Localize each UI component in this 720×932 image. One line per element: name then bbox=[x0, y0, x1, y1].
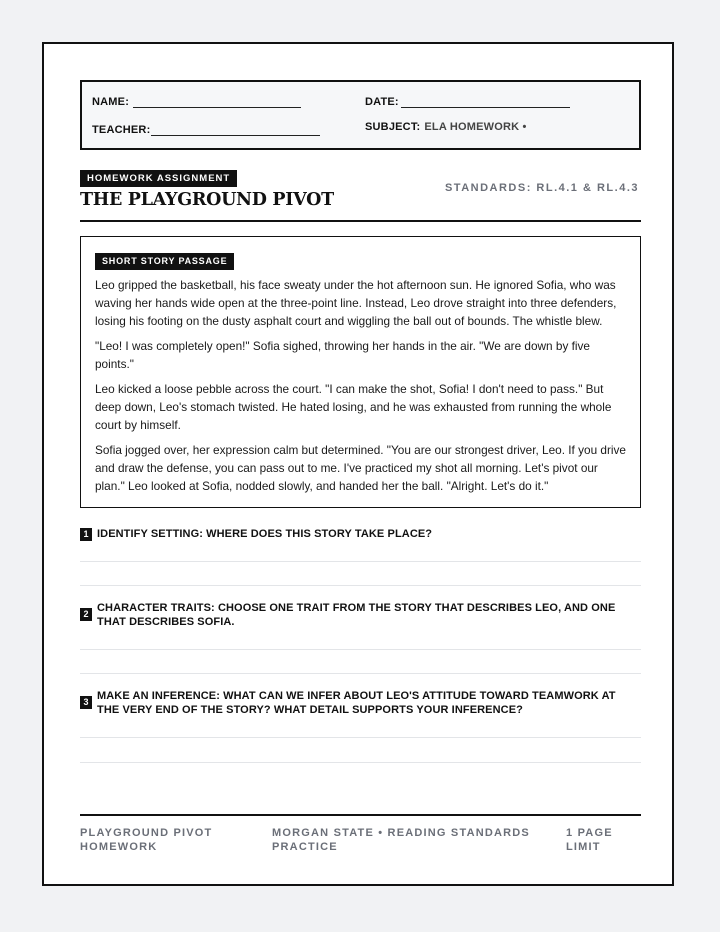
answer-line[interactable] bbox=[80, 762, 641, 763]
question-number: 2 bbox=[80, 608, 92, 621]
passage-paragraph: Sofia jogged over, her expression calm but determined. "You are our strongest driver, Leo. If you drive and draw the defense, you can pass out to me. I've practiced my shot all morning. Let's pivot our plan." Leo looked at Sofia, nodded slowly, and handed her the ball. "Alright. Let's do it." bbox=[95, 443, 626, 493]
subject-value: ELA HOMEWORK • bbox=[424, 121, 527, 133]
worksheet-page bbox=[42, 42, 674, 886]
passage-badge: SHORT STORY PASSAGE bbox=[95, 253, 234, 270]
story-passage bbox=[80, 236, 641, 508]
title-divider bbox=[80, 220, 641, 222]
page-title: THE PLAYGROUND PIVOT bbox=[80, 190, 334, 210]
answer-line[interactable] bbox=[80, 737, 641, 738]
date-label: DATE: bbox=[365, 96, 399, 108]
question-number: 3 bbox=[80, 696, 92, 709]
assignment-badge-wrap bbox=[80, 168, 237, 187]
question-text: CHARACTER TRAITS: CHOOSE ONE TRAIT FROM THE STORY THAT DESCRIBES LEO, AND ONE THAT DESCRIBES SOFIA. bbox=[97, 602, 616, 628]
assignment-badge: HOMEWORK ASSIGNMENT bbox=[80, 170, 237, 187]
answer-line[interactable] bbox=[80, 561, 641, 562]
footer-center: MORGAN STATE • READING STANDARDS PRACTICE bbox=[272, 827, 530, 853]
subject-field bbox=[365, 121, 527, 133]
passage-paragraph: "Leo! I was completely open!" Sofia sighed, throwing her hands in the air. "We are down by five points." bbox=[95, 339, 590, 371]
question-number: 1 bbox=[80, 528, 92, 541]
footer-right: 1 PAGE LIMIT bbox=[566, 827, 613, 853]
standards-label: STANDARDS: RL.4.1 & RL.4.3 bbox=[444, 182, 639, 194]
footer-divider bbox=[80, 814, 641, 816]
student-info-box bbox=[80, 80, 641, 150]
date-field[interactable] bbox=[365, 96, 399, 108]
name-field[interactable] bbox=[92, 96, 129, 108]
question-text: MAKE AN INFERENCE: WHAT CAN WE INFER ABOUT LEO'S ATTITUDE TOWARD TEAMWORK AT THE VERY END OF THE STORY? WHAT DETAIL SUPPORTS YOUR INFERENCE? bbox=[97, 690, 616, 716]
answer-line[interactable] bbox=[80, 673, 641, 674]
passage-paragraph: Leo kicked a loose pebble across the court. "I can make the shot, Sofia! I don't need to pass." But deep down, Leo's stomach twisted. He hated losing, and he was exhausted from running the whole court by himself. bbox=[95, 382, 612, 432]
question-text: IDENTIFY SETTING: WHERE DOES THIS STORY TAKE PLACE? bbox=[97, 528, 433, 540]
answer-line[interactable] bbox=[80, 585, 641, 586]
footer-left: PLAYGROUND PIVOT HOMEWORK bbox=[80, 827, 213, 853]
date-line[interactable] bbox=[401, 107, 570, 108]
teacher-label: TEACHER: bbox=[92, 124, 151, 136]
teacher-line[interactable] bbox=[151, 135, 320, 136]
passage-paragraph: Leo gripped the basketball, his face sweaty under the hot afternoon sun. He ignored Sofia, who was waving her hands wide open at the three-point line. Instead, Leo drove straight into three defenders, losing his footing on the dusty asphalt court and wiggling the ball out of bounds. The whistle blew. bbox=[95, 278, 617, 328]
subject-label: SUBJECT: bbox=[365, 121, 421, 133]
name-label: NAME: bbox=[92, 96, 130, 108]
name-line[interactable] bbox=[133, 107, 301, 108]
answer-line[interactable] bbox=[80, 649, 641, 650]
teacher-field[interactable] bbox=[92, 124, 150, 136]
